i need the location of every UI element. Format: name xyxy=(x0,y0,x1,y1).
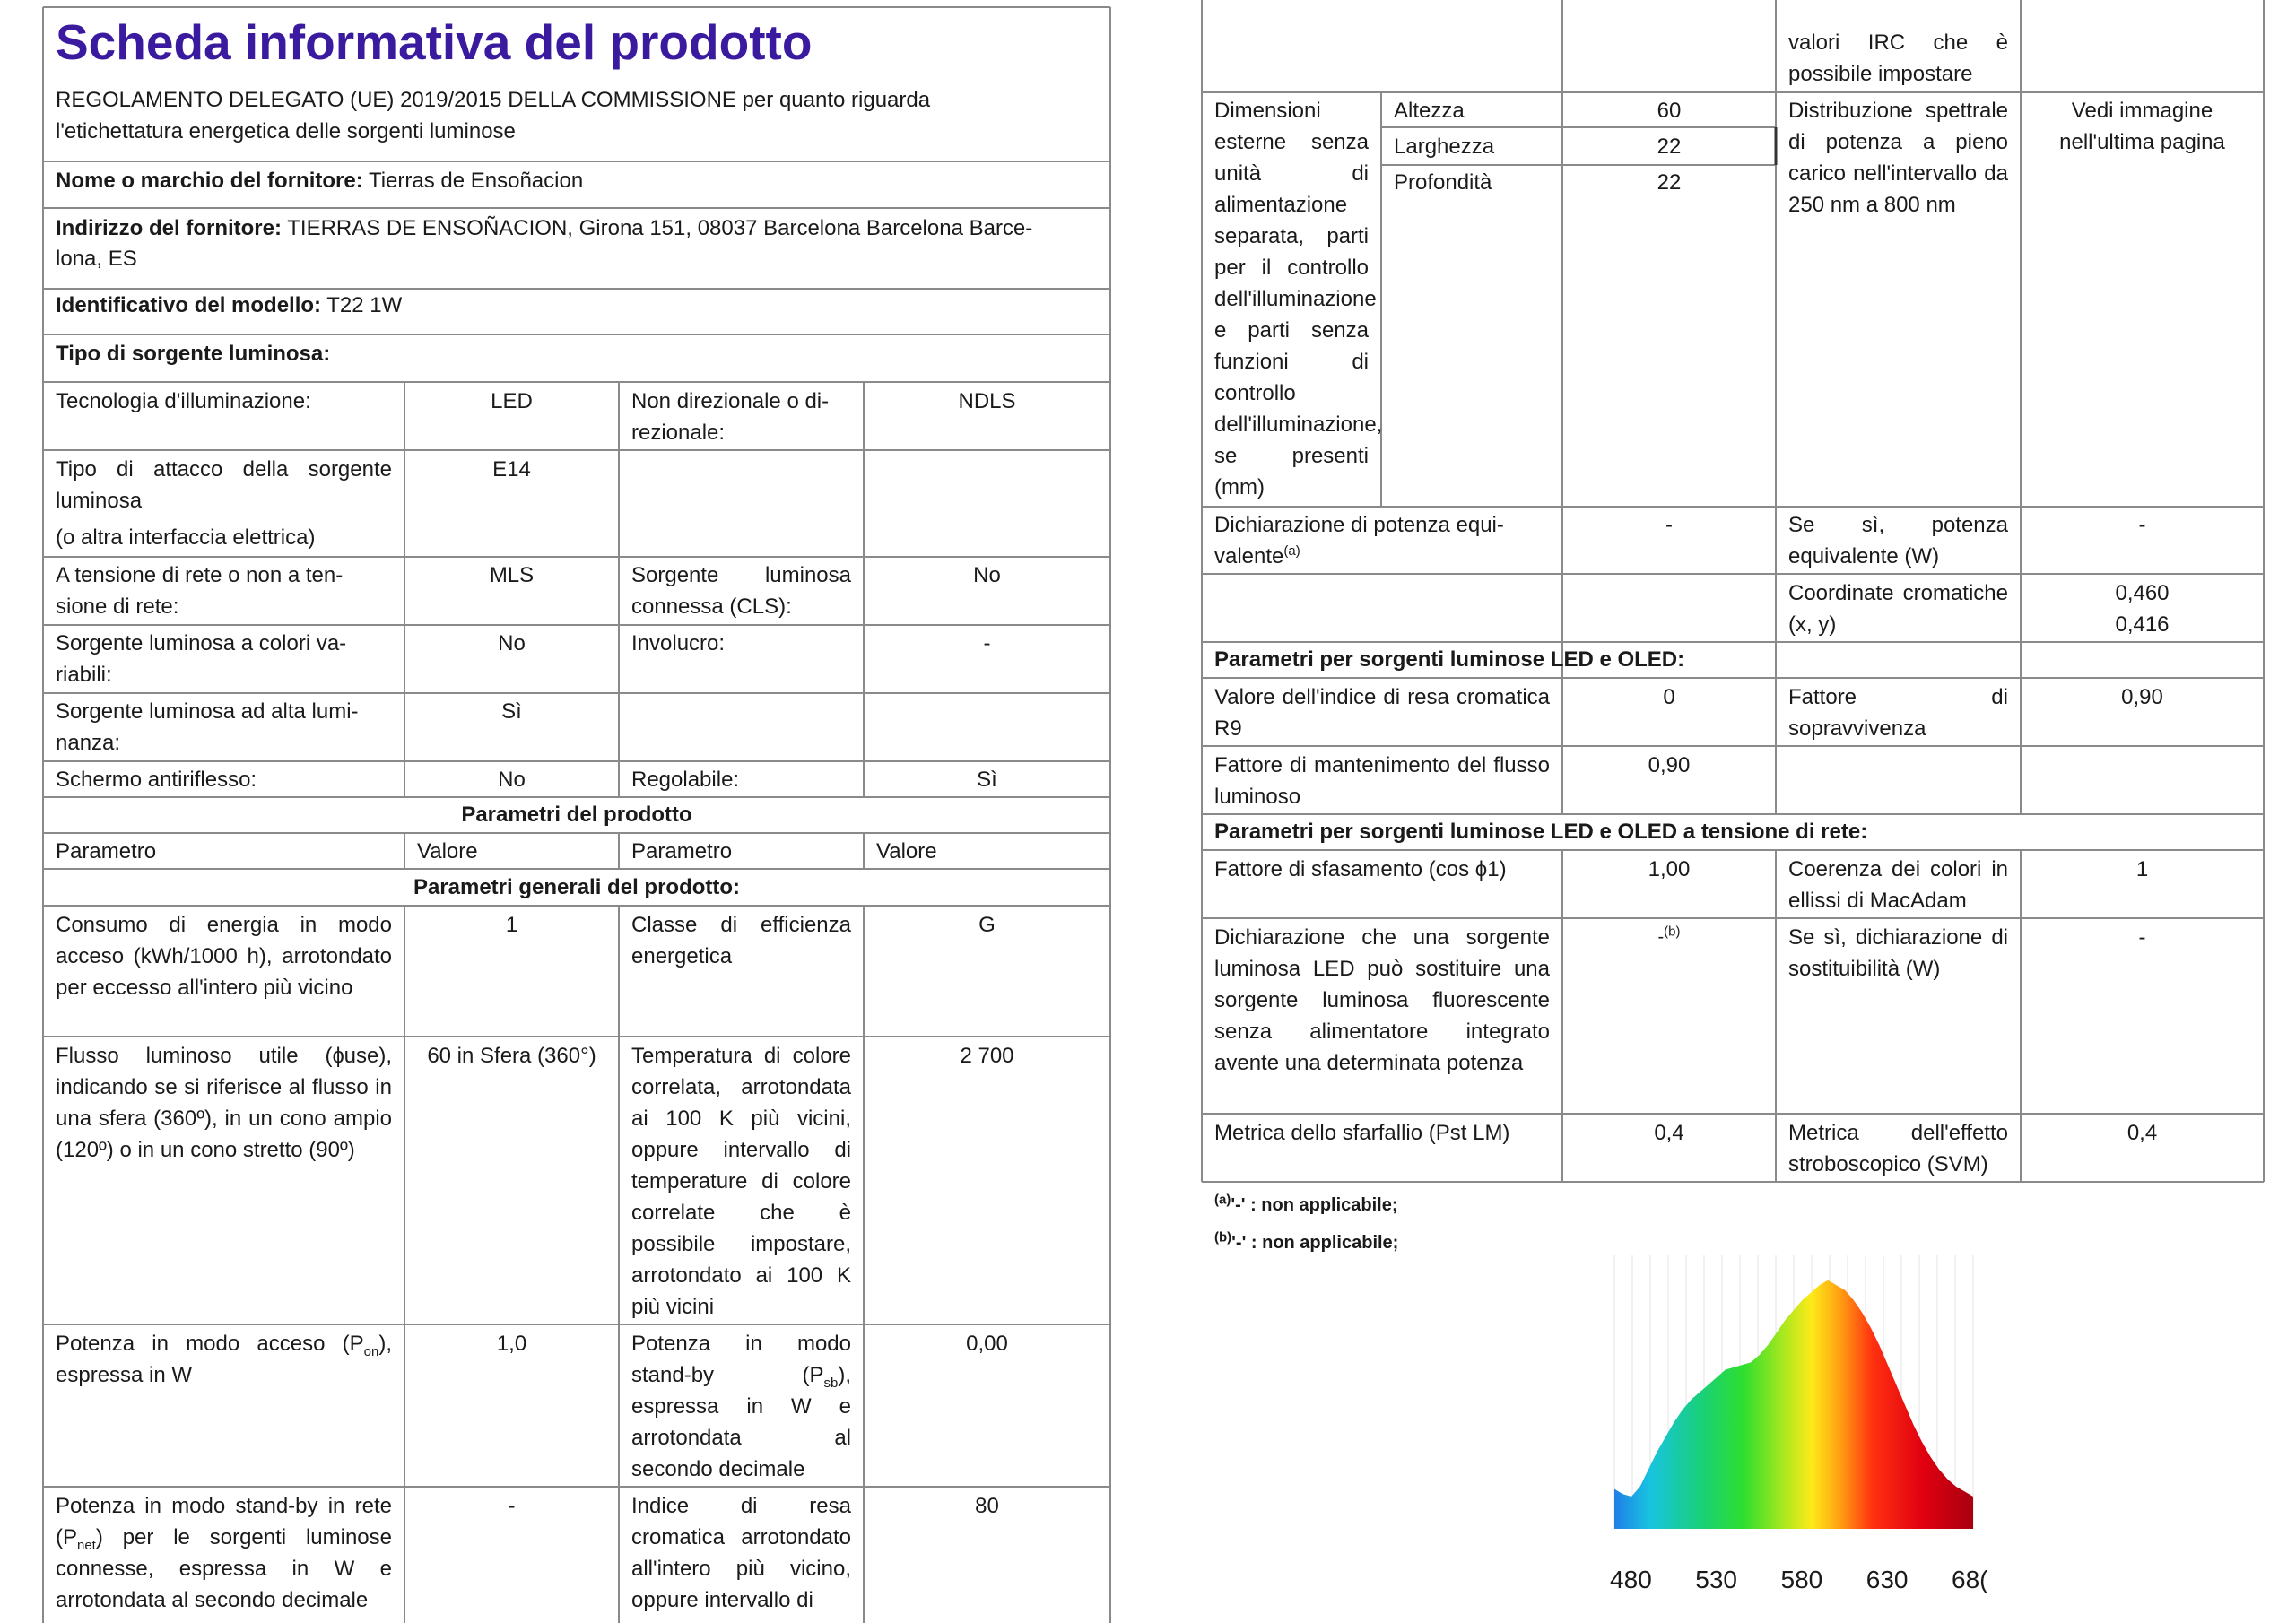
networked-standby-label: Potenza in modo stand-by in rete $(P_{net})$ per le sorgenti luminose connesse, espressa in W e arrotondata al secondo decimale xyxy=(56,1494,392,1612)
general-params-heading: Parametri generali del prodotto: xyxy=(413,875,741,899)
stroboscopic-value: 0,4 xyxy=(2126,1121,2158,1145)
equivalent-power-label-1: Dichiarazione di potenza equi- xyxy=(1214,513,1504,537)
equivalent-power-w-value: - xyxy=(2138,513,2146,537)
envelope-label: Involucro: xyxy=(631,631,726,655)
cct-label: Temperatura di colore correlata, arrotondata ai 100 K più vicini, oppure intervallo di temperature di colore correlate che è possibile impostare, arrotondato ai 100 K più vicini xyxy=(631,1044,851,1319)
regulation-line-2: l'etichettatura energetica delle sorgenti luminose xyxy=(56,119,516,143)
chromaticity-label: Coordinate cromatiche (x, y) xyxy=(1788,581,2008,637)
directional-label: Non direzionale o di- rezionale: xyxy=(631,389,830,445)
equivalent-power-label-2: valente$^{(a)}$ xyxy=(1214,543,1300,568)
survival-factor-label: Fattore di sopravvivenza xyxy=(1788,685,2008,741)
survival-factor-value: 0,90 xyxy=(2121,685,2163,709)
r9-value: 0 xyxy=(1663,685,1675,709)
cap-label: Tipo di attacco della sorgente luminosa xyxy=(56,457,392,513)
footnote-a: $^{(a)}$'-' : non applicabile; xyxy=(1214,1192,1398,1215)
on-mode-power-label: Potenza in modo acceso $(P_{on})$, espressa in W xyxy=(56,1332,392,1387)
depth-value: 22 xyxy=(1657,170,1682,195)
colour-tunable-value: No xyxy=(498,631,526,655)
directional-value: NDLS xyxy=(958,389,1016,413)
equivalent-power-w-label: Se sì, potenza equivalente (W) xyxy=(1788,513,2008,568)
anti-glare-label: Schermo antiriflesso: xyxy=(56,768,257,792)
cct-value: 2 700 xyxy=(960,1044,1014,1068)
tech-label: Tecnologia d'illuminazione: xyxy=(56,389,311,413)
flicker-value: 0,4 xyxy=(1654,1121,1684,1145)
mains-led-heading: Parametri per sorgenti luminose LED e OLED a tensione di rete: xyxy=(1214,820,1868,844)
supplier-address-value-2: lona, ES xyxy=(56,247,137,271)
lumen-maintenance-value: 0,90 xyxy=(1648,753,1691,777)
height-label: Altezza xyxy=(1394,99,1465,123)
useful-flux-label: Flusso luminoso utile (ɸuse), indicando se si riferisce al flusso in una sfera (360º), in un cono ampio (120º) o in un cono stretto (90º) xyxy=(56,1044,392,1162)
col-header-param-1: Parametro xyxy=(56,839,157,864)
footnote-b: $^{(b)}$'-' : non applicabile; xyxy=(1214,1229,1399,1253)
efficiency-class-value: G xyxy=(978,913,996,937)
spectrum-chart xyxy=(1596,1237,1991,1560)
col-header-value-1: Valore xyxy=(417,839,478,864)
consumption-label: Consumo di energia in modo acceso (kWh/1000 h), arrotondato per eccesso all'intero più vicino xyxy=(56,913,392,1000)
stroboscopic-label: Metrica dell'effetto stroboscopico (SVM) xyxy=(1788,1121,2008,1176)
r9-label: Valore dell'indice di resa cromatica R9 xyxy=(1214,685,1550,741)
regulation-line-1: REGOLAMENTO DELEGATO (UE) 2019/2015 DELLA COMMISSIONE per quanto riguarda xyxy=(56,88,931,112)
colour-consistency-label: Coerenza dei colori in ellissi di MacAdam xyxy=(1788,857,2008,913)
supplier-name-row xyxy=(56,165,583,196)
width-label: Larghezza xyxy=(1394,135,1495,159)
standby-power-value: 0,00 xyxy=(966,1332,1008,1356)
mains-value: MLS xyxy=(489,563,535,587)
spectrum-x-tick-label: 630 xyxy=(1866,1566,1909,1593)
cls-value: No xyxy=(973,563,1001,587)
envelope-value: - xyxy=(983,631,991,655)
equivalent-power-value: - xyxy=(1665,513,1673,537)
colour-tunable-label: Sorgente luminosa a colori va- riabili: xyxy=(56,631,347,687)
networked-standby-value: - xyxy=(508,1494,516,1518)
supplier-address-row xyxy=(56,213,1032,244)
model-id-label: Identificativo del modello: xyxy=(56,293,322,317)
chromaticity-x: 0,460 xyxy=(2115,581,2170,605)
model-id-value: T22 1W xyxy=(326,293,403,317)
dimensions-label: Dimensioni esterne senza unità di alimentazione separata, parti per il controllo dell'illuminazione e parti senza funzioni di controllo dell'illuminazione, se presenti (mm) xyxy=(1214,99,1383,499)
product-params-heading: Parametri del prodotto xyxy=(461,803,692,827)
standby-power-label: Potenza in modo stand-by $(P_{sb})$, espressa in W e arrotondata al secondo decimale xyxy=(631,1332,851,1481)
tech-value: LED xyxy=(491,389,533,413)
spectrum-x-tick-label: 580 xyxy=(1780,1566,1823,1593)
replacement-claim-value: -$^{(b)}$ xyxy=(1657,924,1681,947)
spectrum-x-tick-label: 480 xyxy=(1610,1566,1652,1593)
efficiency-class-label: Classe di efficienza energetica xyxy=(631,913,851,968)
dimmable-value: Sì xyxy=(977,768,997,792)
dimmable-label: Regolabile: xyxy=(631,768,740,792)
spd-label: Distribuzione spettrale di potenza a pieno carico nell'intervallo da 250 nm a 800 nm xyxy=(1788,99,2008,217)
high-luminance-label: Sorgente luminosa ad alta lumi- nanza: xyxy=(56,699,359,755)
depth-label: Profondità xyxy=(1394,170,1492,195)
supplier-name-value: Tierras de Ensoñacion xyxy=(368,169,584,193)
power-factor-value: 1,00 xyxy=(1648,857,1691,881)
flicker-label: Metrica dello sfarfallio (Pst LM) xyxy=(1214,1121,1510,1145)
power-factor-label: Fattore di sfasamento (cos ϕ1) xyxy=(1214,857,1507,881)
replacement-claim-label: Dichiarazione che una sorgente luminosa LED può sostituire una sorgente luminosa fluorescente senza alimentatore integrato avente una determinata potenza xyxy=(1214,925,1550,1075)
cri-value: 80 xyxy=(975,1494,999,1518)
led-oled-heading: Parametri per sorgenti luminose LED e OLED: xyxy=(1214,647,1685,672)
chromaticity-y: 0,416 xyxy=(2115,612,2170,637)
colour-consistency-value: 1 xyxy=(2135,857,2149,881)
spectrum-x-tick-label: 68( xyxy=(1952,1566,1988,1593)
spectrum-x-tick-label: 530 xyxy=(1695,1566,1737,1593)
replacement-w-label: Se sì, dichiarazione di sostituibilità (W) xyxy=(1788,925,2008,981)
supplier-address-value-1: TIERRAS DE ENSOÑACION, Girona 151, 08037 Barcelona Barcelona Barce- xyxy=(287,216,1033,240)
model-id-row xyxy=(56,290,402,321)
cap-value: E14 xyxy=(492,457,531,482)
anti-glare-value: No xyxy=(498,768,526,792)
lumen-maintenance-label: Fattore di mantenimento del flusso luminoso xyxy=(1214,753,1550,809)
spd-value: Vedi immagine nell'ultima pagina xyxy=(2059,99,2225,154)
page-title: Scheda informativa del prodotto xyxy=(56,14,813,70)
replacement-w-value: - xyxy=(2138,925,2146,950)
cap-label-note: (o altra interfaccia elettrica) xyxy=(56,525,316,550)
col-header-value-2: Valore xyxy=(876,839,937,864)
consumption-value: 1 xyxy=(505,913,518,937)
high-luminance-value: Sì xyxy=(501,699,522,724)
supplier-name-label: Nome o marchio del fornitore: xyxy=(56,169,363,193)
height-value: 60 xyxy=(1657,99,1682,123)
useful-flux-value: 60 in Sfera (360°) xyxy=(427,1044,596,1068)
on-mode-power-value: 1,0 xyxy=(496,1332,527,1356)
cri-label-continued: valori IRC che è possibile impostare xyxy=(1788,30,2008,86)
col-header-param-2: Parametro xyxy=(631,839,733,864)
mains-label: A tensione di rete o non a ten- sione di rete: xyxy=(56,563,344,619)
cls-label: Sorgente luminosa connessa (CLS): xyxy=(631,563,851,619)
width-value: 22 xyxy=(1657,135,1682,159)
cri-label: Indice di resa cromatica arrotondato all'intero più vicino, oppure intervallo di xyxy=(631,1494,851,1612)
light-source-type-heading: Tipo di sorgente luminosa: xyxy=(56,342,331,366)
supplier-address-label: Indirizzo del fornitore: xyxy=(56,216,282,240)
